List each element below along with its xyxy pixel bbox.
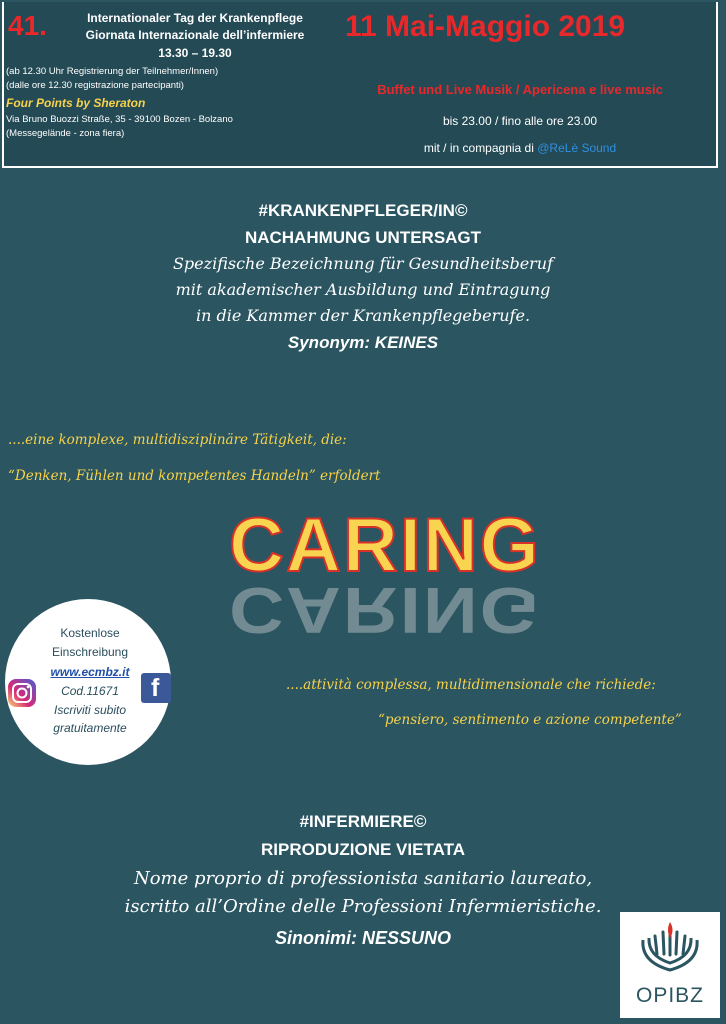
- instagram-icon[interactable]: [7, 678, 37, 708]
- registration-it: (dalle ore 12.30 registrazione partecipanti): [6, 80, 184, 91]
- quote-de-intro: ....eine komplexe, multidisziplinäre Tätigkeit, die:: [8, 432, 347, 448]
- band-name: @ReLè Sound: [537, 141, 617, 155]
- hashtag-krankenpfleger: #KRANKENPFLEGER/IN©: [258, 201, 468, 220]
- opibz-logo: [620, 912, 720, 1018]
- registration-link[interactable]: www.ecmbz.it: [50, 665, 130, 679]
- definition-it-line2: iscritto all’Ordine delle Professioni Infermieristiche.: [124, 896, 602, 917]
- caring-title: CARING: [229, 503, 541, 588]
- event-title-de: Internationaler Tag der Krankenpflege: [87, 11, 303, 25]
- event-date: 11 Mai-Maggio 2019: [345, 10, 626, 43]
- synonym-it: Sinonimi: NESSUNO: [274, 928, 451, 948]
- opibz-emblem-icon: [635, 920, 705, 975]
- badge-subscribe: Iscriviti subito: [53, 703, 127, 717]
- definition-it-line1: Nome proprio di professionista sanitario laureato,: [133, 868, 593, 889]
- logo-text: OPIBZ: [635, 984, 704, 1007]
- hashtag-infermiere: #INFERMIERE©: [299, 812, 427, 831]
- facebook-icon[interactable]: [141, 673, 171, 703]
- badge-free-it: gratuitamente: [53, 721, 127, 735]
- music-info: [330, 141, 710, 155]
- course-code: Cod.11671: [61, 684, 119, 698]
- venue-area: (Messegelände - zona fiera): [6, 128, 125, 139]
- end-time: bis 23.00 / fino alle ore 23.00: [442, 114, 598, 128]
- quote-it-text: “pensiero, sentimento e azione competente”: [378, 712, 682, 728]
- registration-de: (ab 12.30 Uhr Registrierung der Teilnehmer/Innen): [6, 66, 219, 77]
- quote-it-intro: ....attività complessa, multidimensionale che richiede:: [286, 677, 656, 693]
- warning-de: NACHAHMUNG UNTERSAGT: [244, 228, 482, 247]
- quote-de-text: “Denken, Fühlen und kompetentes Handeln” erfoldert: [8, 468, 381, 484]
- definition-de-line2: mit akademischer Ausbildung und Eintragung: [175, 280, 551, 299]
- event-time: 13.30 – 19.30: [158, 46, 232, 60]
- event-title-it: Giornata Internazionale dell’infermiere: [85, 28, 305, 42]
- venue-address: Via Bruno Buozzi Straße, 35 - 39100 Bozen - Bolzano: [6, 114, 233, 125]
- definition-de-line3: in die Kammer der Krankenpflegeberufe.: [195, 306, 531, 325]
- badge-free: Kostenlose: [60, 626, 120, 640]
- warning-it: RIPRODUZIONE VIETATA: [261, 840, 465, 859]
- edition-number: 41.: [8, 10, 47, 41]
- music-prefix: mit / in compagnia di: [423, 141, 534, 155]
- buffet-info: Buffet und Live Musik / Apericena e live music: [377, 82, 663, 97]
- synonym-de: Synonym: KEINES: [287, 333, 439, 352]
- caring-reflection: CARING: [229, 573, 541, 646]
- badge-registration: Einschreibung: [51, 645, 129, 659]
- definition-de-line1: Spezifische Bezeichnung für Gesundheitsberuf: [172, 254, 554, 273]
- facebook-glyph: f: [151, 674, 160, 702]
- venue-name: Four Points by Sheraton: [6, 96, 146, 110]
